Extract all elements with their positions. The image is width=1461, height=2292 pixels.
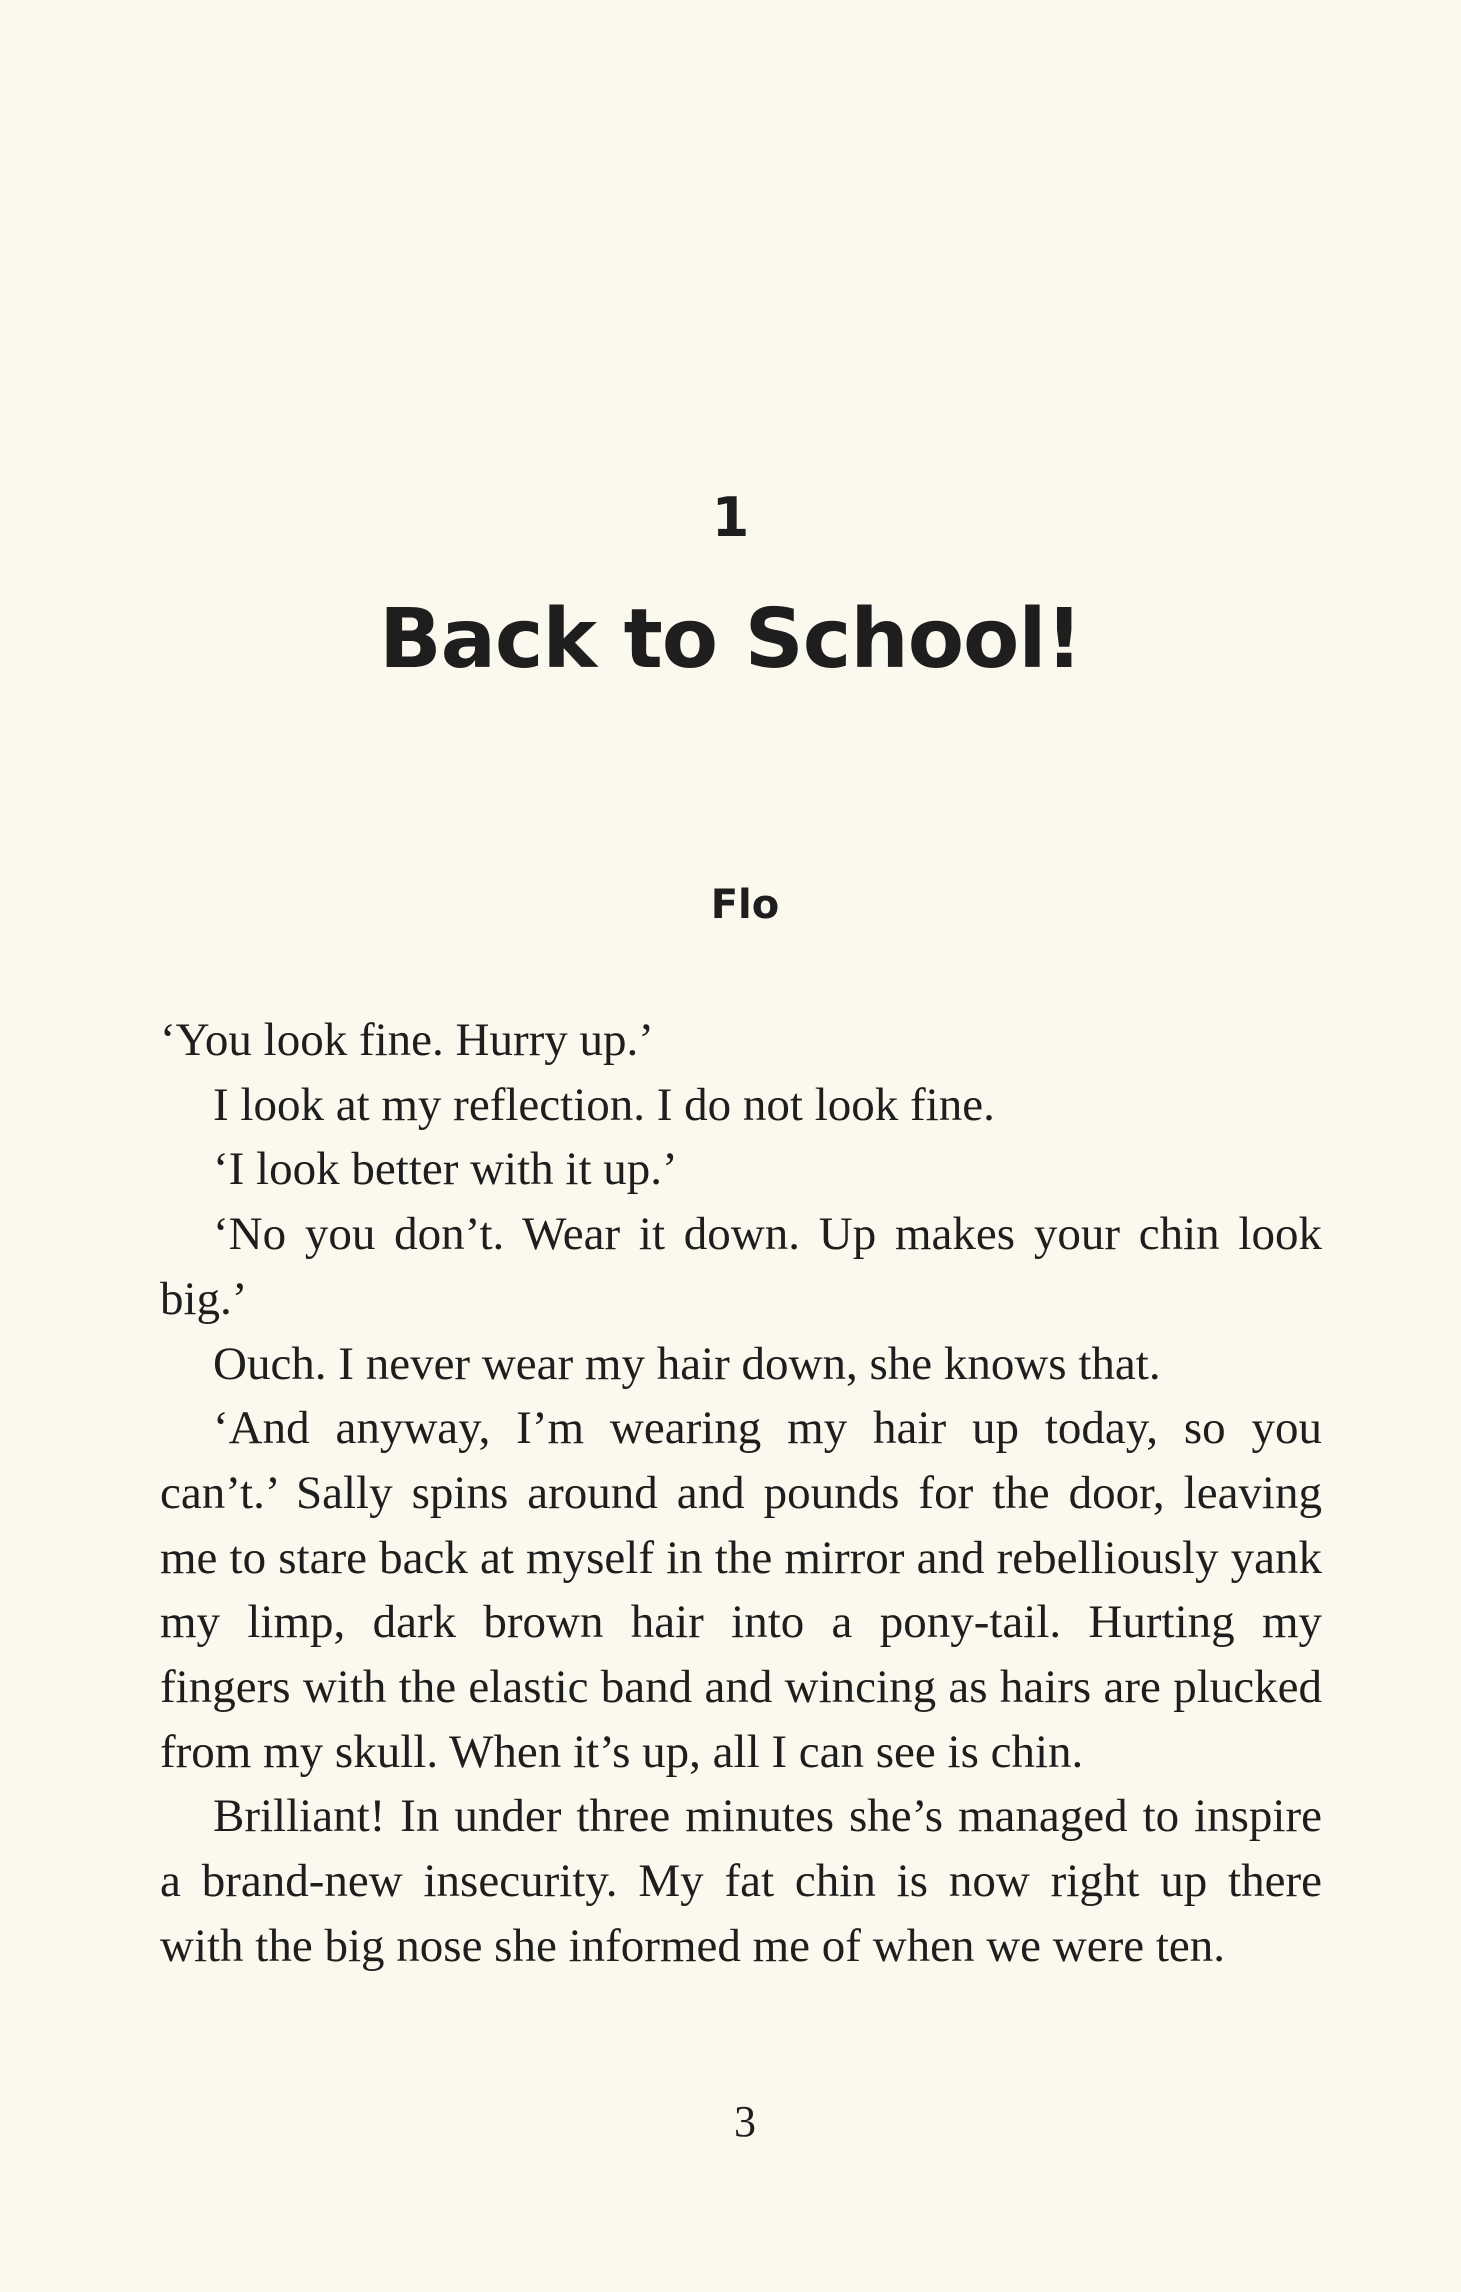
page-number: 3 [734,2097,756,2146]
paragraph: I look at my reflection. I do not look fine. [213,1078,995,1131]
body-text [160,1008,1322,1979]
chapter-number: 1 [711,486,750,549]
paragraph: ‘You look fine. Hurry up.’ [160,1014,654,1066]
paragraph: ‘No you don’t. Wear it down. Up makes your chin look big.’ [160,1208,1322,1325]
narrator-heading: Flo [710,882,780,928]
paragraph: ‘And anyway, I’m wearing my hair up today, so you can’t.’ Sally spins around and pounds for the door, leaving me to stare back at myself in the mirror and rebelliously yank my limp, dark brown hair into a pony-tail. Hurting my fingers with the elastic band and wincing as hairs are plucked from my skull. When it’s up, all I can see is chin. [160,1402,1322,1778]
paragraph: Brilliant! In under three minutes she’s managed to inspire a brand-new insecurity. My fat chin is now right up there with the big nose she informed me of when we were ten. [160,1790,1322,1972]
paragraph: ‘I look better with it up.’ [213,1143,678,1196]
paragraph: Ouch. I never wear my hair down, she knows that. [213,1337,1161,1390]
chapter-title: Back to School! [379,592,1082,687]
